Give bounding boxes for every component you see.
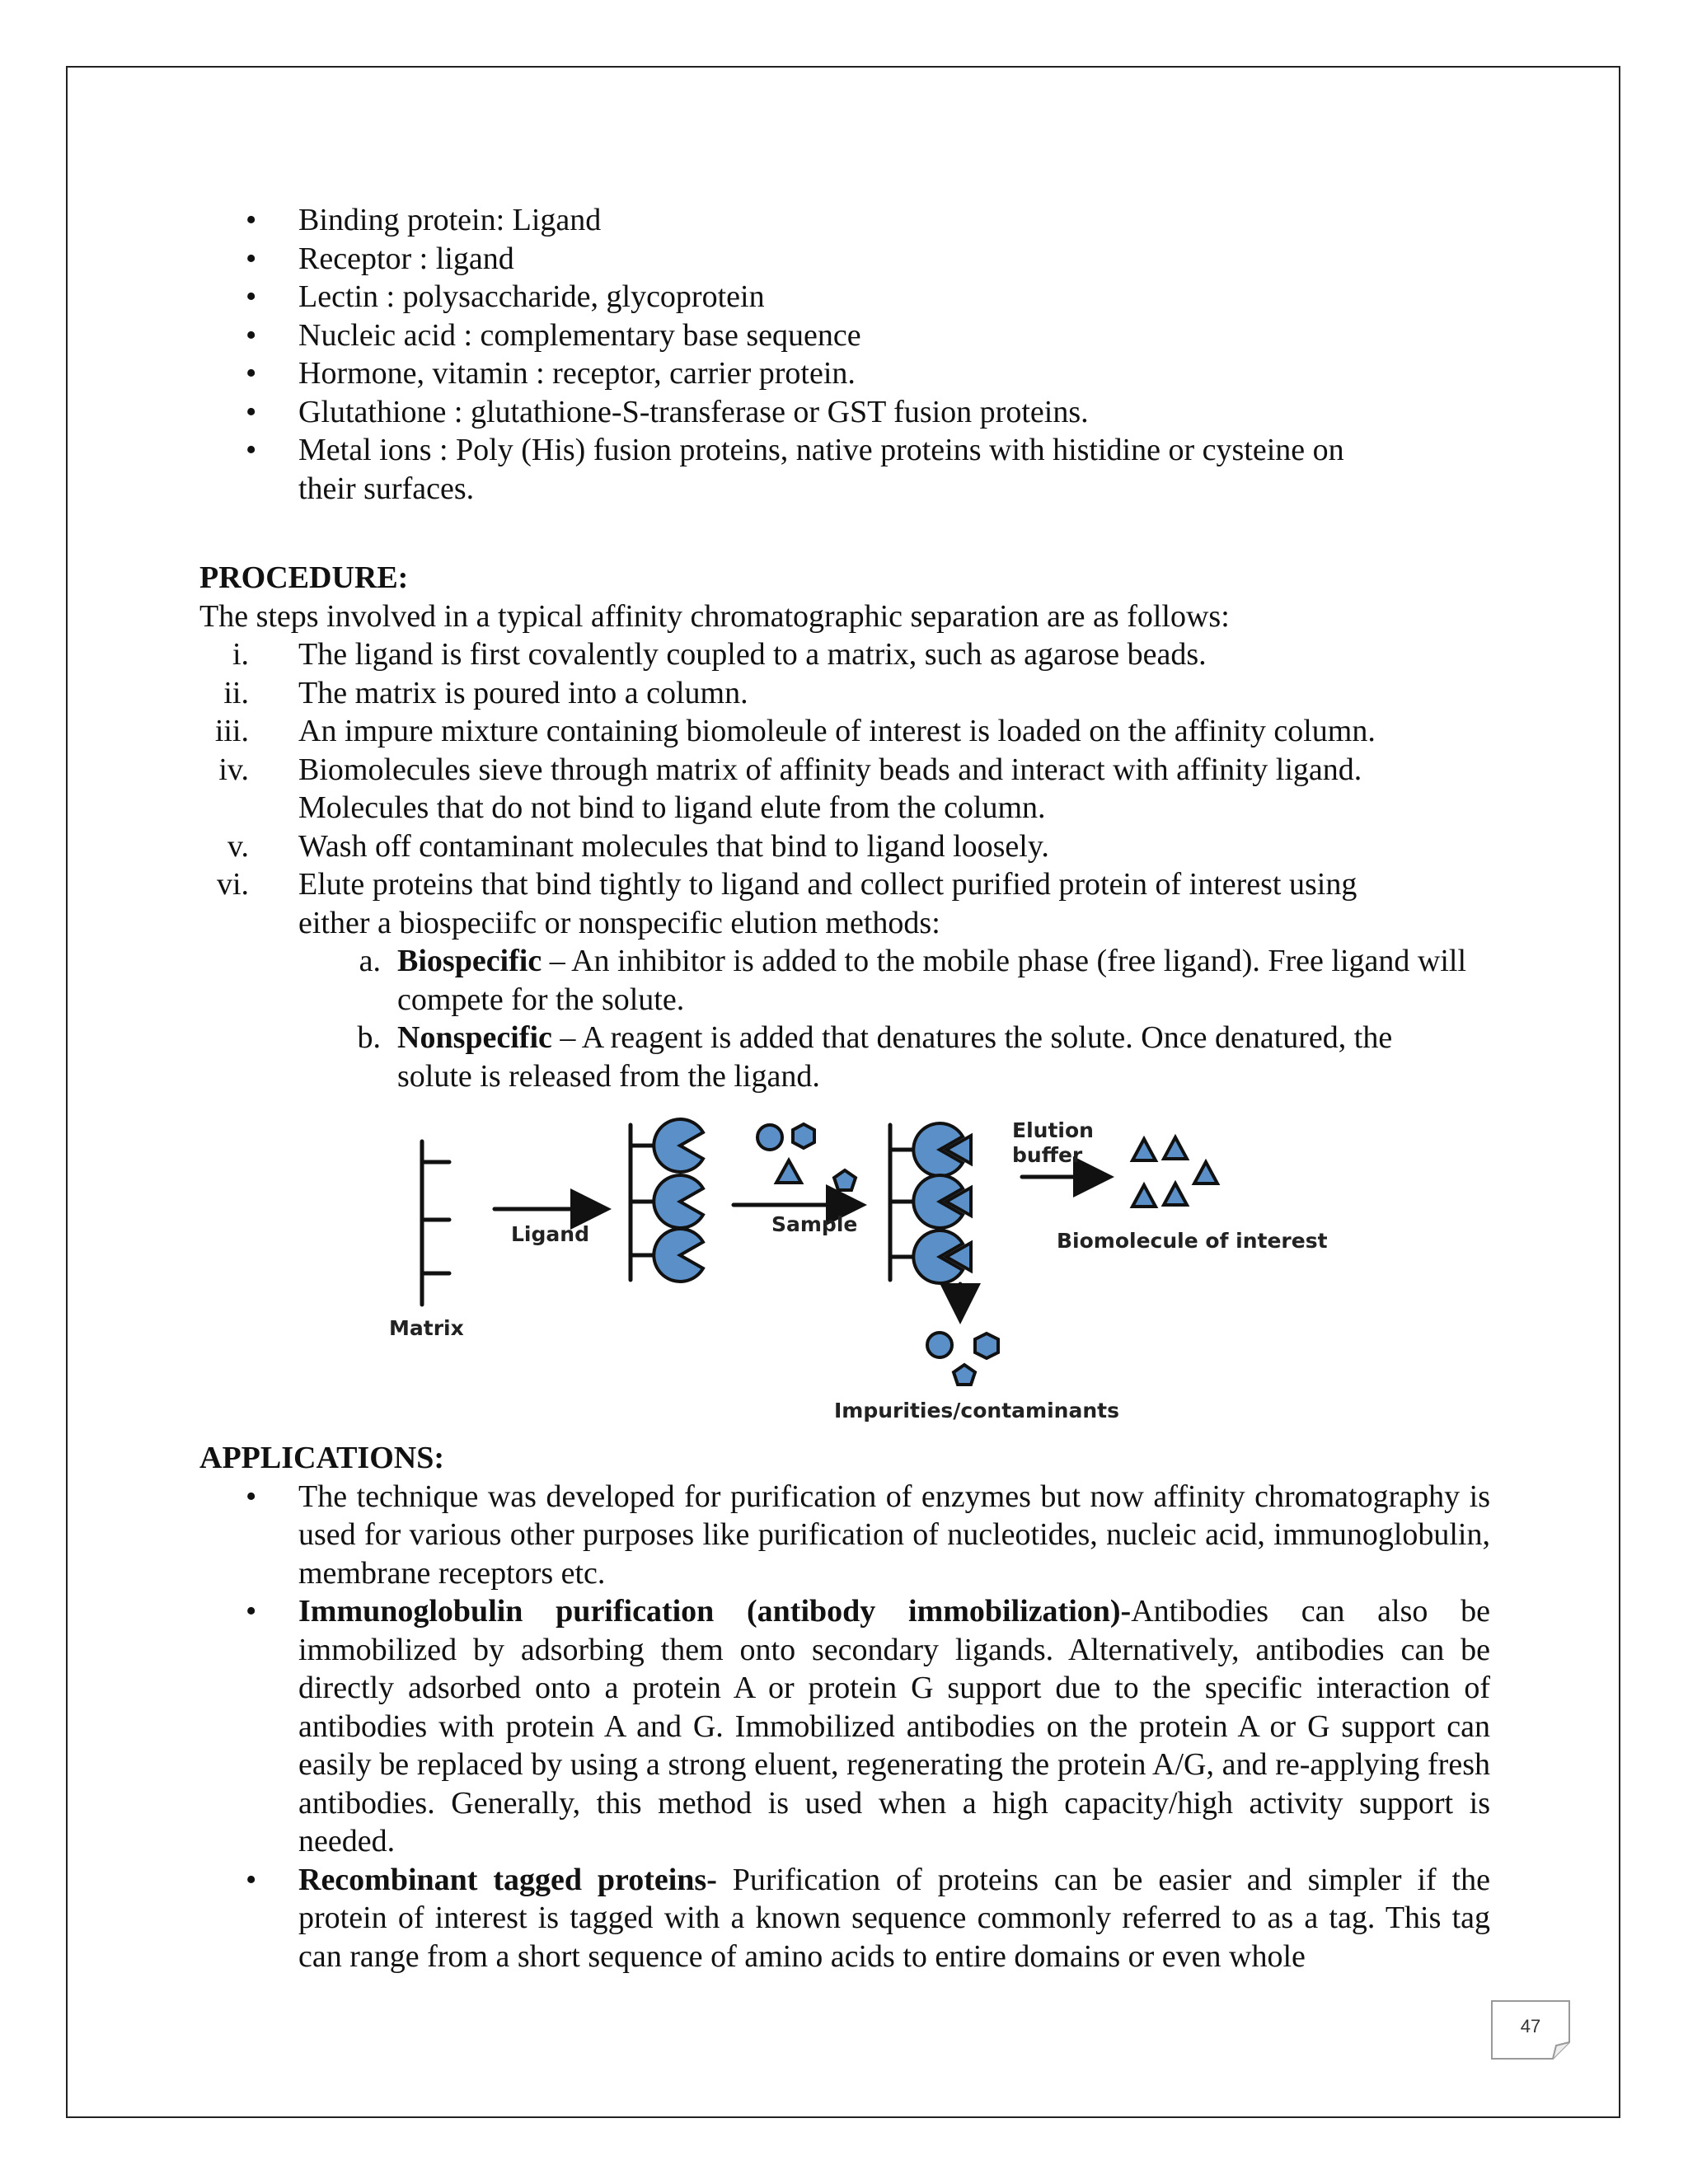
matrix-with-ligand <box>631 1125 655 1280</box>
list-item: • Hormone, vitamin : receptor, carrier protein. <box>246 356 856 391</box>
list-item: • Receptor : ligand <box>246 241 514 276</box>
applications-list <box>199 1478 1490 1976</box>
ligand-shape <box>654 1229 703 1282</box>
impurities-label: Impurities/contaminants <box>834 1399 1119 1422</box>
elution-label-line2: buffer <box>1012 1143 1083 1167</box>
procedure-section <box>199 559 1490 1095</box>
list-item: • Nucleic acid : complementary base sequence <box>246 317 861 353</box>
list-item: • Metal ions : Poly (His) fusion proteins, native proteins with histidine or cysteine on their surfaces. <box>246 433 1344 506</box>
eluted-triangle <box>1164 1183 1187 1205</box>
procedure-steps <box>199 635 1490 942</box>
list-item: • The technique was developed for purification of enzymes but now affinity chromatography is used for various other purposes like purification of nucleotides, nucleic acid, immunoglobulin, membrane receptors etc. <box>246 1479 1490 1591</box>
eluted-triangle <box>1164 1137 1187 1159</box>
ligand-label: Ligand <box>511 1222 589 1246</box>
list-item: iv. Biomolecules sieve through matrix of affinity beads and interact with affinity ligand. Molecules that do not bind to ligand elute from the column. <box>218 752 1362 825</box>
contaminant-pentagon <box>834 1170 856 1190</box>
eluted-triangle <box>1132 1185 1156 1207</box>
list-item: ii. The matrix is poured into a column. <box>223 675 748 710</box>
eluted-triangle <box>1132 1139 1156 1160</box>
matrix-shape <box>422 1141 449 1305</box>
page-number <box>1490 1999 1571 2060</box>
impurity-hexagon <box>975 1333 998 1358</box>
list-item: v. Wash off contaminant molecules that bind to ligand loosely. <box>227 828 1049 864</box>
page-number-text: 47 <box>1520 2016 1541 2036</box>
biomolecule-label: Biomolecule of interest <box>1057 1229 1328 1253</box>
list-item: a. Biospecific – An inhibitor is added to the mobile phase (free ligand). Free ligand will compete for the solute. <box>359 944 1467 1017</box>
ligand-shape <box>654 1119 703 1172</box>
binding-pairs-list <box>199 201 1490 508</box>
binding-pairs-section <box>199 201 1490 508</box>
list-item: • Binding protein: Ligand <box>246 203 602 237</box>
sample-label: Sample <box>771 1212 858 1236</box>
list-item: b. Nonspecific – A reagent is added that denatures the solute. Once denatured, the solute is released from the ligand. <box>357 1020 1393 1094</box>
elution-methods <box>199 942 1490 1095</box>
list-item: • Lectin : polysaccharide, glycoprotein <box>246 279 765 314</box>
list-item: • Recombinant tagged proteins- Purification of proteins can be easier and simpler if the protein of interest is tagged with a known sequence commonly referred to as a tag. This tag can range from a short sequence of amino acids to entire domains or even whole <box>246 1862 1490 1974</box>
contaminant-hexagon <box>793 1124 814 1148</box>
matrix-label: Matrix <box>389 1316 464 1340</box>
procedure-intro: The steps involved in a typical affinity chromatographic separation are as follows: <box>199 598 1230 634</box>
applications-section <box>199 1439 1490 1975</box>
list-item: • Glutathione : glutathione-S-transferase or GST fusion proteins. <box>246 394 1089 429</box>
impurity-circle <box>927 1333 952 1357</box>
procedure-heading: PROCEDURE: <box>199 560 409 595</box>
impurity-pentagon <box>954 1365 975 1385</box>
eluted-triangle <box>1194 1162 1217 1183</box>
elution-label-line1: Elution <box>1012 1118 1094 1142</box>
ligand-shape <box>654 1175 703 1228</box>
target-triangle <box>776 1160 801 1183</box>
matrix-bound <box>890 1125 915 1280</box>
list-item: • Immunoglobulin purification (antibody immobilization)-Antibodies can also be immobilized by adsorbing them onto secondary ligands. Alternatively, antibodies can be directly adsorbed onto a protein A or protein G support due to the specific interaction of antibodies with protein A and G. Immobilized antibodies on the protein A or G support can easily be replaced by using a strong eluent, regenerating the protein A/G, and re-applying fresh antibodies. Generally, this method is used when a high capacity/high activity support is needed. <box>246 1594 1490 1858</box>
diagram-svg <box>379 1104 1335 1434</box>
list-item: vi. Elute proteins that bind tightly to ligand and collect purified protein of interest using either a biospeciifc or nonspecific elution methods: <box>216 867 1357 940</box>
list-item: i. The ligand is first covalently coupled to a matrix, such as agarose beads. <box>232 637 1207 672</box>
applications-heading: APPLICATIONS: <box>199 1441 444 1475</box>
list-item: iii. An impure mixture containing biomoleule of interest is loaded on the affinity column. <box>214 714 1376 748</box>
contaminant-circle <box>757 1125 782 1150</box>
affinity-chromatography-diagram <box>379 1104 1335 1434</box>
